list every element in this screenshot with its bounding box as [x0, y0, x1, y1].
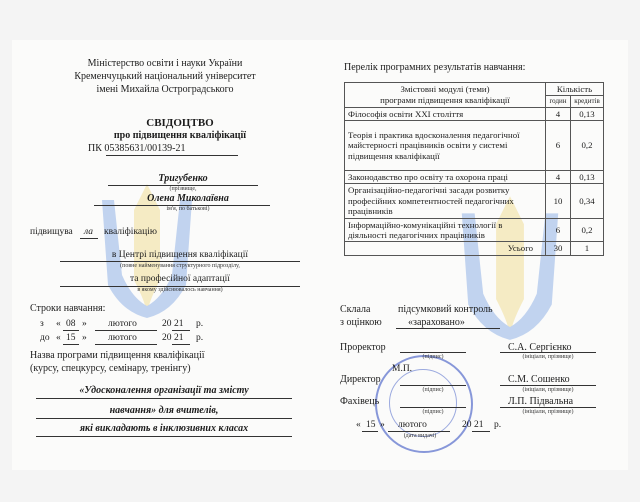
issue-month: лютого	[398, 420, 427, 430]
table-row: Інформаційно-комунікаційні технології в діяльності педагогічних працівників 6 0,2	[345, 218, 604, 242]
grade-label: з оцінкою	[340, 317, 382, 328]
issue-day-close-quote: »	[380, 420, 385, 430]
from-month: лютого	[108, 319, 137, 329]
ministry-name: Міністерство освіти і науки України	[87, 58, 243, 69]
from-day-open-quote: «	[56, 319, 61, 329]
table-total-row: Усього 30 1	[345, 242, 604, 255]
prorector-signature-caption: (підпис)	[422, 354, 444, 360]
table-row: Теорія і практика вдосконалення педагогічної майстерності працівників освіти у системі підвищення кваліфікації 6 0,2	[345, 121, 604, 171]
training-center-name: в Центрі підвищення кваліфікації	[111, 250, 249, 260]
to-year-prefix: 20	[162, 333, 172, 343]
table-row: Організаційно-педагогічні засади розвитку професійних компетентностей педагогічних працівників 10 0,34	[345, 184, 604, 218]
program-title-line-2: навчання» для вчителів,	[109, 405, 219, 416]
from-year-prefix: 20	[162, 319, 172, 329]
issue-day-open-quote: «	[356, 420, 361, 430]
issue-date-caption: (дата видачі)	[403, 433, 437, 439]
program-results-table	[344, 82, 604, 256]
training-center-caption: (повне найменування структурного підрозділу,	[120, 263, 240, 269]
issue-year-prefix: 20	[462, 420, 472, 430]
from-year: 21	[174, 319, 184, 329]
hours-column-header: годин	[546, 96, 571, 107]
results-list-title: Перелік програмних результатів навчання:	[344, 62, 526, 73]
credits-column-header: кредитів	[571, 96, 604, 107]
director-name-caption: (ініціали, прізвище)	[522, 387, 574, 393]
from-day-close-quote: »	[82, 319, 87, 329]
raised-qualification-ending: ла	[84, 227, 94, 237]
training-center-name-2: та професійної адаптації	[130, 274, 230, 284]
from-year-suffix: р.	[196, 319, 204, 329]
program-name-label: Назва програми підвищення кваліфікації	[30, 350, 205, 361]
prorector-name: С.А. Сергієнко	[508, 342, 572, 353]
university-name: Кременчуцький національний університет	[74, 71, 256, 82]
to-word: до	[40, 333, 50, 343]
grade-value: «зараховано»	[408, 317, 465, 328]
to-day-open-quote: «	[56, 333, 61, 343]
program-title-line-3: які викладають в інклюзивних класах	[79, 423, 249, 434]
issue-year: 21	[474, 420, 484, 430]
to-day: 15	[66, 333, 76, 343]
prorector-label: Проректор	[340, 342, 386, 353]
director-signature-caption: (підпис)	[422, 387, 444, 393]
program-type-label: (курсу, спецкурсу, семінару, тренінгу)	[30, 363, 191, 374]
prorector-name-caption: (ініціали, прізвище)	[522, 354, 574, 360]
seal-place-label: М.П.	[392, 364, 413, 374]
specialist-signature-caption: (підпис)	[422, 409, 444, 415]
program-title-line-1: «Удосконалення організації та змісту	[79, 385, 249, 396]
passed-label: Склала	[340, 304, 371, 315]
final-control-label: підсумковий контроль	[398, 304, 493, 315]
quantity-column-header: Кількість	[546, 83, 604, 96]
issue-year-suffix: р.	[494, 420, 502, 430]
to-year-suffix: р.	[196, 333, 204, 343]
document-title: СВІДОЦТВО	[146, 117, 214, 129]
modules-column-header: Змістовні модулі (теми) програми підвищення кваліфікації	[345, 83, 546, 108]
specialist-label: Фахівець	[340, 396, 380, 407]
raised-qualification-suffix: кваліфікацію	[104, 227, 157, 237]
director-name: С.М. Сошенко	[508, 374, 570, 385]
certificate-number: ПК 05385631/00139-21	[88, 143, 186, 154]
surname-caption: (прізвище,	[169, 186, 197, 192]
specialist-name: Л.П. Підвальна	[508, 396, 574, 407]
holder-given-names: Олена Миколаївна	[147, 193, 229, 204]
from-word: з	[40, 319, 44, 329]
specialist-name-caption: (ініціали, прізвище)	[522, 409, 574, 415]
from-day: 08	[66, 319, 76, 329]
table-row: Філософія освіти XXI століття 4 0,13	[345, 107, 604, 120]
to-month: лютого	[108, 333, 137, 343]
to-day-close-quote: »	[82, 333, 87, 343]
document-subtitle: про підвищення кваліфікації	[113, 130, 247, 141]
study-period-label: Строки навчання:	[30, 303, 106, 314]
issue-day: 15	[366, 420, 376, 430]
given-names-caption: ім'я, по батькові)	[166, 206, 210, 212]
raised-qualification-prefix: підвищува	[30, 227, 73, 237]
university-named-after: імені Михайла Остроградського	[96, 84, 234, 95]
table-row: Законодавство про освіту та охорона праці 4 0,13	[345, 171, 604, 184]
holder-surname: Тригубенко	[158, 173, 208, 184]
to-year: 21	[174, 333, 184, 343]
director-label: Директор	[340, 374, 381, 385]
training-center-caption-2: в якому здійснювалось навчання)	[137, 287, 223, 293]
